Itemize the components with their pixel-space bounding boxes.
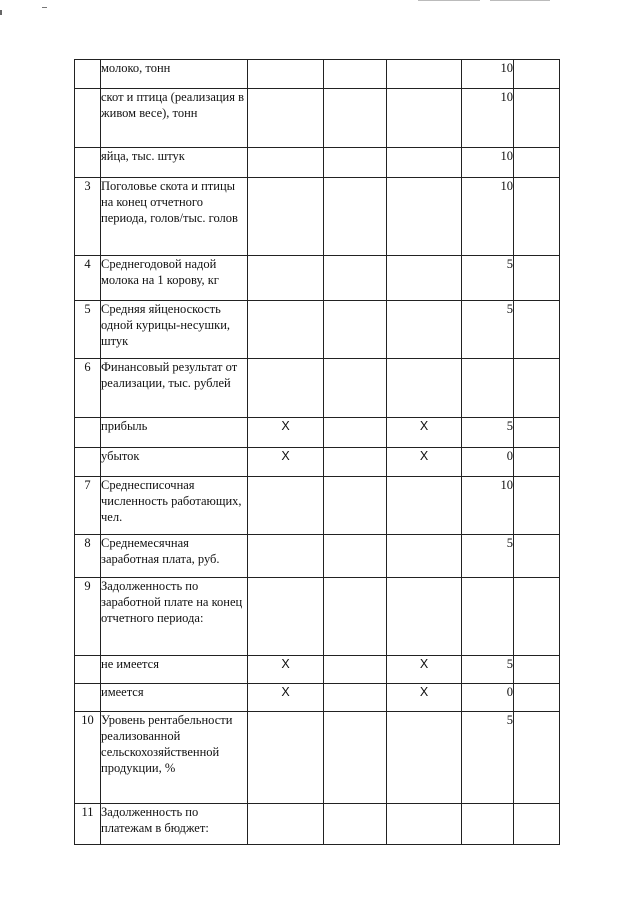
table-row bbox=[75, 418, 560, 448]
value-cell-1: X bbox=[248, 684, 324, 712]
value-cell-3 bbox=[387, 578, 462, 656]
score-cell: 10 bbox=[462, 148, 514, 178]
row-number-cell: 4 bbox=[75, 256, 101, 301]
empty-cell bbox=[514, 535, 560, 578]
indicator-cell: имеется bbox=[101, 684, 248, 712]
score-cell: 10 bbox=[462, 60, 514, 89]
score-cell: 10 bbox=[462, 477, 514, 535]
value-cell-1: X bbox=[248, 448, 324, 477]
row-number-cell: 10 bbox=[75, 712, 101, 804]
indicator-cell: прибыль bbox=[101, 418, 248, 448]
indicator-table bbox=[74, 59, 560, 845]
value-cell-2 bbox=[324, 804, 387, 845]
value-cell-3 bbox=[387, 301, 462, 359]
score-cell: 0 bbox=[462, 448, 514, 477]
row-number-cell: 9 bbox=[75, 578, 101, 656]
value-cell-3 bbox=[387, 712, 462, 804]
row-number-cell: 5 bbox=[75, 301, 101, 359]
empty-cell bbox=[514, 359, 560, 418]
indicator-cell: Среднегодовой надой молока на 1 корову, кг bbox=[101, 256, 248, 301]
table-row bbox=[75, 535, 560, 578]
value-cell-1 bbox=[248, 535, 324, 578]
value-cell-1 bbox=[248, 712, 324, 804]
row-number-cell bbox=[75, 684, 101, 712]
indicator-cell: убыток bbox=[101, 448, 248, 477]
value-cell-1 bbox=[248, 804, 324, 845]
value-cell-1: X bbox=[248, 656, 324, 684]
empty-cell bbox=[514, 301, 560, 359]
value-cell-2 bbox=[324, 89, 387, 148]
value-cell-1 bbox=[248, 89, 324, 148]
indicator-cell: Уровень рентабельности реализованной сельскохозяйственной продукции, % bbox=[101, 712, 248, 804]
indicator-cell: Финансовый результат от реализации, тыс. рублей bbox=[101, 359, 248, 418]
value-cell-3 bbox=[387, 804, 462, 845]
value-cell-1 bbox=[248, 359, 324, 418]
table-row bbox=[75, 359, 560, 418]
empty-cell bbox=[514, 89, 560, 148]
score-cell: 10 bbox=[462, 178, 514, 256]
value-cell-2 bbox=[324, 256, 387, 301]
empty-cell bbox=[514, 448, 560, 477]
value-cell-3: X bbox=[387, 656, 462, 684]
indicator-cell: Задолженность по заработной плате на конец отчетного периода: bbox=[101, 578, 248, 656]
value-cell-3 bbox=[387, 256, 462, 301]
empty-cell bbox=[514, 712, 560, 804]
value-cell-1 bbox=[248, 148, 324, 178]
value-cell-3: X bbox=[387, 684, 462, 712]
value-cell-3 bbox=[387, 359, 462, 418]
row-number-cell: 7 bbox=[75, 477, 101, 535]
value-cell-1: X bbox=[248, 418, 324, 448]
empty-cell bbox=[514, 418, 560, 448]
empty-cell bbox=[514, 477, 560, 535]
empty-cell bbox=[514, 60, 560, 89]
indicator-cell: Среднемесячная заработная плата, руб. bbox=[101, 535, 248, 578]
table-row bbox=[75, 684, 560, 712]
empty-cell bbox=[514, 684, 560, 712]
value-cell-2 bbox=[324, 178, 387, 256]
value-cell-2 bbox=[324, 477, 387, 535]
indicator-cell: Средняя яйценоскость одной курицы-несушки, штук bbox=[101, 301, 248, 359]
row-number-cell: 6 bbox=[75, 359, 101, 418]
value-cell-2 bbox=[324, 535, 387, 578]
value-cell-1 bbox=[248, 60, 324, 89]
empty-cell bbox=[514, 148, 560, 178]
table-row bbox=[75, 712, 560, 804]
empty-cell bbox=[514, 804, 560, 845]
score-cell: 5 bbox=[462, 418, 514, 448]
value-cell-2 bbox=[324, 359, 387, 418]
value-cell-2 bbox=[324, 418, 387, 448]
value-cell-2 bbox=[324, 684, 387, 712]
table-row bbox=[75, 477, 560, 535]
value-cell-2 bbox=[324, 148, 387, 178]
score-cell bbox=[462, 578, 514, 656]
score-cell: 5 bbox=[462, 256, 514, 301]
value-cell-1 bbox=[248, 578, 324, 656]
value-cell-3 bbox=[387, 89, 462, 148]
value-cell-3 bbox=[387, 148, 462, 178]
table-row bbox=[75, 578, 560, 656]
value-cell-1 bbox=[248, 178, 324, 256]
value-cell-2 bbox=[324, 301, 387, 359]
empty-cell bbox=[514, 578, 560, 656]
indicator-cell: Задолженность по платежам в бюджет: bbox=[101, 804, 248, 845]
score-cell: 0 bbox=[462, 684, 514, 712]
table-row bbox=[75, 448, 560, 477]
value-cell-3 bbox=[387, 477, 462, 535]
scan-top-line-right bbox=[490, 0, 550, 1]
value-cell-2 bbox=[324, 578, 387, 656]
table-row bbox=[75, 256, 560, 301]
row-number-cell bbox=[75, 418, 101, 448]
score-cell: 10 bbox=[462, 89, 514, 148]
value-cell-1 bbox=[248, 477, 324, 535]
score-cell bbox=[462, 804, 514, 845]
row-number-cell bbox=[75, 89, 101, 148]
scan-dash-mark bbox=[42, 7, 47, 8]
empty-cell bbox=[514, 256, 560, 301]
table-row bbox=[75, 804, 560, 845]
value-cell-2 bbox=[324, 60, 387, 89]
value-cell-2 bbox=[324, 712, 387, 804]
table-row bbox=[75, 148, 560, 178]
row-number-cell bbox=[75, 148, 101, 178]
row-number-cell: 8 bbox=[75, 535, 101, 578]
table-row bbox=[75, 656, 560, 684]
row-number-cell bbox=[75, 448, 101, 477]
value-cell-3: X bbox=[387, 448, 462, 477]
scan-edge-mark bbox=[0, 10, 2, 15]
indicator-cell: яйца, тыс. штук bbox=[101, 148, 248, 178]
value-cell-2 bbox=[324, 656, 387, 684]
empty-cell bbox=[514, 656, 560, 684]
value-cell-3 bbox=[387, 60, 462, 89]
row-number-cell: 11 bbox=[75, 804, 101, 845]
score-cell bbox=[462, 359, 514, 418]
indicator-cell: не имеется bbox=[101, 656, 248, 684]
value-cell-1 bbox=[248, 256, 324, 301]
score-cell: 5 bbox=[462, 301, 514, 359]
row-number-cell bbox=[75, 656, 101, 684]
table-row bbox=[75, 178, 560, 256]
row-number-cell bbox=[75, 60, 101, 89]
table-row bbox=[75, 89, 560, 148]
indicator-cell: Поголовье скота и птицы на конец отчетного периода, голов/тыс. голов bbox=[101, 178, 248, 256]
indicator-cell: скот и птица (реализация в живом весе), тонн bbox=[101, 89, 248, 148]
score-cell: 5 bbox=[462, 656, 514, 684]
score-cell: 5 bbox=[462, 712, 514, 804]
table-row bbox=[75, 301, 560, 359]
value-cell-3 bbox=[387, 178, 462, 256]
value-cell-2 bbox=[324, 448, 387, 477]
value-cell-1 bbox=[248, 301, 324, 359]
value-cell-3 bbox=[387, 535, 462, 578]
table-row bbox=[75, 60, 560, 89]
score-cell: 5 bbox=[462, 535, 514, 578]
empty-cell bbox=[514, 178, 560, 256]
indicator-cell: Среднесписочная численность работающих, чел. bbox=[101, 477, 248, 535]
scan-top-line-left bbox=[418, 0, 480, 1]
indicator-cell: молоко, тонн bbox=[101, 60, 248, 89]
value-cell-3: X bbox=[387, 418, 462, 448]
row-number-cell: 3 bbox=[75, 178, 101, 256]
